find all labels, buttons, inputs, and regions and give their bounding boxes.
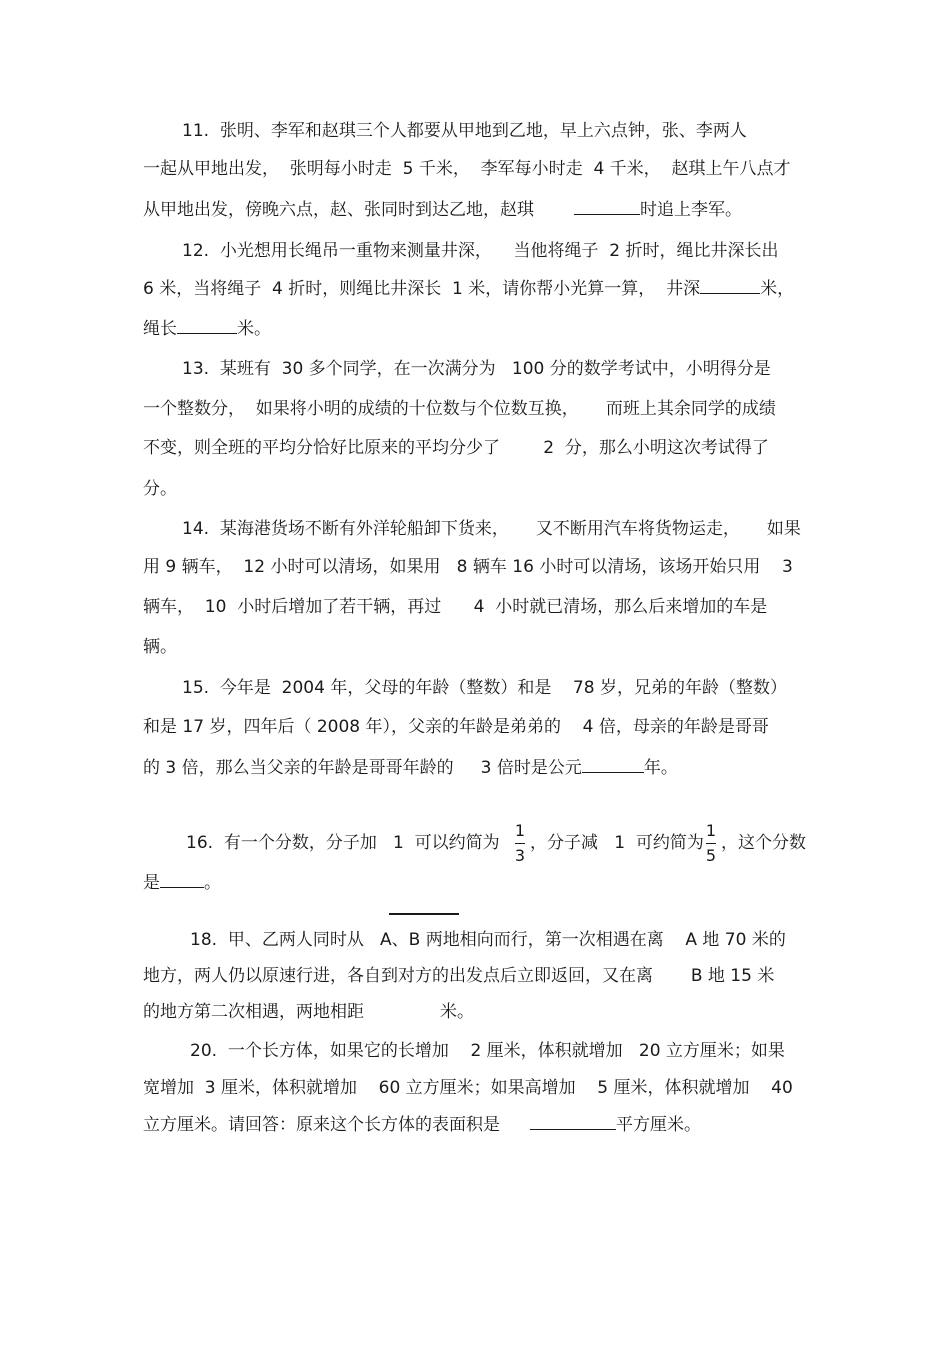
q16-frac2-denominator: 5 <box>705 846 717 865</box>
q13-line3: 不变，则全班的平均分恰好比原来的平均分少了 2 分，那么小明这次考试得了 <box>143 438 769 458</box>
q20-line3 <box>143 1113 701 1136</box>
q18-line3-text: 的地方第二次相遇，两地相距 <box>143 1002 364 1022</box>
q13-line1: 13. 某班有 30 多个同学，在一次满分为 100 分的数学考试中，小明得分是 <box>182 359 771 379</box>
q16-frac1-denominator: 3 <box>514 846 526 865</box>
q20-line3-text: 立方厘米。请回答：原来这个长方体的表面积是 <box>143 1115 500 1135</box>
q20-line2: 宽增加 3 厘米，体积就增加 60 立方厘米；如果高增加 5 厘米，体积就增加 40 <box>143 1078 793 1098</box>
q16-fraction-one-fifth <box>703 821 719 866</box>
q18-line2: 地方，两人仍以原速行进，各自到对方的出发点后立即返回，又在离 B 地 15 米 <box>143 966 775 986</box>
q16-line1-start: 16. 有一个分数，分子加 1 可以约简为 <box>186 833 500 853</box>
q12-line2-tail: 米， <box>760 279 795 299</box>
q16-frac1-bar <box>515 843 525 844</box>
q16-line2-text: 是 <box>143 873 160 893</box>
q11-line3-tail: 时追上李军。 <box>640 200 742 220</box>
q15-line3-text: 的 3 倍，那么当父亲的年龄是哥哥年龄的 3 倍时是公元 <box>143 758 582 778</box>
q12-line3-text: 绳长 <box>143 319 177 339</box>
q16-frac2-numerator: 1 <box>705 821 717 840</box>
q12-line2-text: 6 米，当将绳子 4 折时，则绳比井深长 1 米，请你帮小光算一算， 井深 <box>143 279 701 299</box>
q20-area-blank <box>530 1113 616 1130</box>
q16-line1-middle: ，分子减 1 可约简为 <box>530 833 704 853</box>
q11-line3-text: 从甲地出发，傍晚六点，赵、张同时到达乙地，赵琪 <box>143 200 534 220</box>
q18-line1: 18. 甲、乙两人同时从 A、B 两地相向而行，第一次相遇在离 A 地 70 米的 <box>190 930 786 950</box>
q14-line2: 用 9 辆车， 12 小时可以清场，如果用 8 辆车 16 小时可以清场，该场开始只用 3 <box>143 557 793 577</box>
q13-line4: 分。 <box>143 479 177 499</box>
q15-line2: 和是 17 岁，四年后（ 2008 年），父亲的年龄是弟弟的 4 倍，母亲的年龄是哥哥 <box>143 717 769 737</box>
q15-year-blank <box>582 756 644 773</box>
q12-line3-tail: 米。 <box>237 319 271 339</box>
q13-line2: 一个整数分， 如果将小明的成绩的十位数与个位数互换， 而班上其余同学的成绩 <box>143 399 776 419</box>
q16-line1-end: ，这个分数 <box>721 833 806 853</box>
q14-line4: 辆。 <box>143 637 177 657</box>
q12-rope-blank <box>177 317 237 334</box>
q11-answer-blank <box>574 198 640 215</box>
q15-line1: 15. 今年是 2004 年，父母的年龄（整数）和是 78 岁，兄弟的年龄（整数） <box>182 678 787 698</box>
q14-line1: 14. 某海港货场不断有外洋轮船卸下货来， 又不断用汽车将货物运走， 如果 <box>182 519 801 539</box>
q12-depth-blank <box>700 277 760 294</box>
q18-line3-tail: 米。 <box>440 1002 474 1022</box>
q16-answer-blank <box>160 871 204 888</box>
q16-frac1-numerator: 1 <box>514 821 526 840</box>
q15-line3-tail: 年。 <box>643 758 678 778</box>
q16-line2-tail: 。 <box>204 873 221 893</box>
q20-line3-tail: 平方厘米。 <box>616 1115 701 1135</box>
q14-line3: 辆车， 10 小时后增加了若干辆，再过 4 小时就已清场，那么后来增加的车是 <box>143 597 768 617</box>
q18-line3 <box>143 1001 474 1023</box>
q12-line1: 12. 小光想用长绳吊一重物来测量井深， 当他将绳子 2 折时，绳比井深长出 <box>182 241 779 261</box>
q12-line3 <box>143 317 271 340</box>
q11-line2: 一起从甲地出发， 张明每小时走 5 千米， 李军每小时走 4 千米， 赵琪上午八点才 <box>143 159 791 179</box>
q20-line1: 20. 一个长方体，如果它的长增加 2 厘米，体积就增加 20 立方厘米；如果 <box>190 1041 785 1061</box>
q11-line3 <box>143 198 742 221</box>
separator-rule <box>389 913 459 915</box>
q12-line2 <box>143 277 794 300</box>
q16-frac2-bar <box>706 843 716 844</box>
q15-line3 <box>143 756 678 779</box>
q11-line1: 11. 张明、李军和赵琪三个人都要从甲地到乙地，早上六点钟，张、李两人 <box>182 121 747 141</box>
q16-line2 <box>143 871 221 894</box>
q16-fraction-one-third <box>512 821 528 866</box>
